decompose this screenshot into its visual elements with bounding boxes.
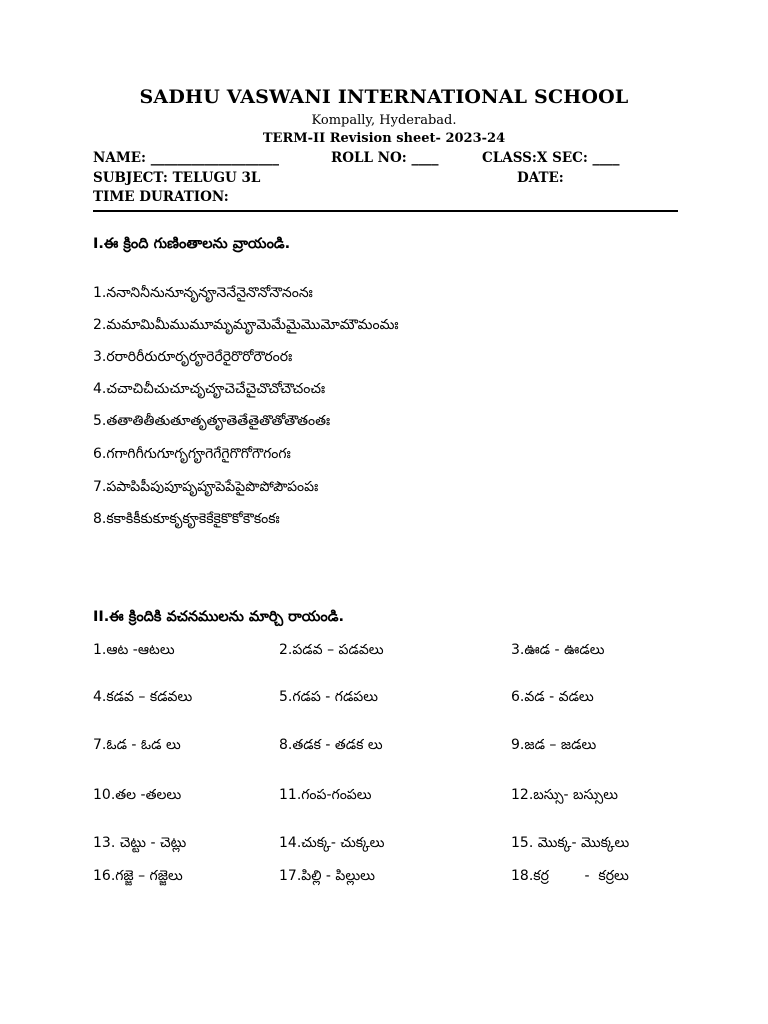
school-location: Kompally, Hyderabad.: [311, 113, 457, 128]
roll-no-field: ROLL NO: ____: [331, 150, 439, 166]
plural-item: 8.తడక - తడక లు: [279, 737, 383, 753]
school-name: SADHU VASWANI INTERNATIONAL SCHOOL: [139, 86, 629, 108]
guninthalu-row: 7.పపాపిపీపుపూపృపౄపెపేపైపొపోపౌపంపః: [93, 479, 319, 495]
plural-item: 18.కర్ర - కర్రలు: [511, 868, 629, 884]
plural-item: 12.బస్సు- బస్సులు: [511, 787, 619, 803]
section-1-heading: I.ఈ క్రింది గుణింతాలను వ్రాయండి.: [93, 236, 291, 252]
subject-field: SUBJECT: TELUGU 3L: [93, 170, 261, 186]
plural-item: 15. మొక్క- మొక్కలు: [511, 835, 630, 851]
guninthalu-row: 4.చచాచిచీచుచూచృచౄచెచేచైచొచోచౌచంచః: [93, 381, 326, 397]
date-field: DATE:: [517, 170, 564, 186]
plural-item: 13. చెట్టు - చెట్లు: [93, 835, 187, 851]
plural-item: 6.వడ - వడలు: [511, 689, 594, 705]
plural-item: 9.జడ – జడలు: [511, 737, 597, 753]
plural-item: 16.గజ్జె – గజ్జెలు: [93, 868, 183, 884]
class-section-field: CLASS:X SEC: ____: [482, 150, 620, 166]
guninthalu-row: 2.మమామిమీముమూమృమౄమెమేమైమొమోమౌమంమః: [93, 317, 399, 333]
plural-item: 4.కడవ – కడవలు: [93, 689, 193, 705]
plural-item: 17.పిల్లి - పిల్లులు: [279, 868, 375, 884]
guninthalu-row: 3.రరారిరీరురూరృరౄరెరేరైరొరోరౌరంరః: [93, 349, 293, 365]
header-divider: [93, 210, 678, 212]
plural-item: 5.గడప - గడపలు: [279, 689, 379, 705]
guninthalu-row: 5.తతాతితీతుతూతృతౄతెతేతైతొతోతౌతంతః: [93, 413, 331, 429]
section-2-heading: II.ఈ క్రిందికి వచనములను మార్చి రాయండి.: [93, 609, 344, 625]
guninthalu-row: 1.ననానినీనునూనృనౄనెనేనైనొనోనౌనంనః: [93, 285, 313, 301]
guninthalu-row: 6.గగాగిగీగుగూగృగౄగెగేగైగొగోగౌగంగః: [93, 446, 291, 462]
term-title: TERM-II Revision sheet- 2023-24: [262, 131, 506, 146]
name-field: NAME: ___________________: [93, 150, 279, 166]
time-duration-field: TIME DURATION:: [93, 189, 229, 205]
guninthalu-row: 8.కకాకికీకుకూకృకౄకెకేకైకొకోకౌకంకః: [93, 511, 280, 527]
plural-item: 14.చుక్క- చుక్కలు: [279, 835, 385, 851]
plural-item: 11.గంప-గంపలు: [279, 787, 372, 803]
plural-item: 10.తల -తలలు: [93, 787, 182, 803]
plural-item: 1.ఆట -ఆటలు: [93, 642, 175, 658]
plural-item: 2.పడవ – పడవలు: [279, 642, 384, 658]
plural-item: 3.ఊడ - ఊడలు: [511, 642, 605, 658]
plural-item: 7.ఓడ - ఓడ లు: [93, 737, 181, 753]
